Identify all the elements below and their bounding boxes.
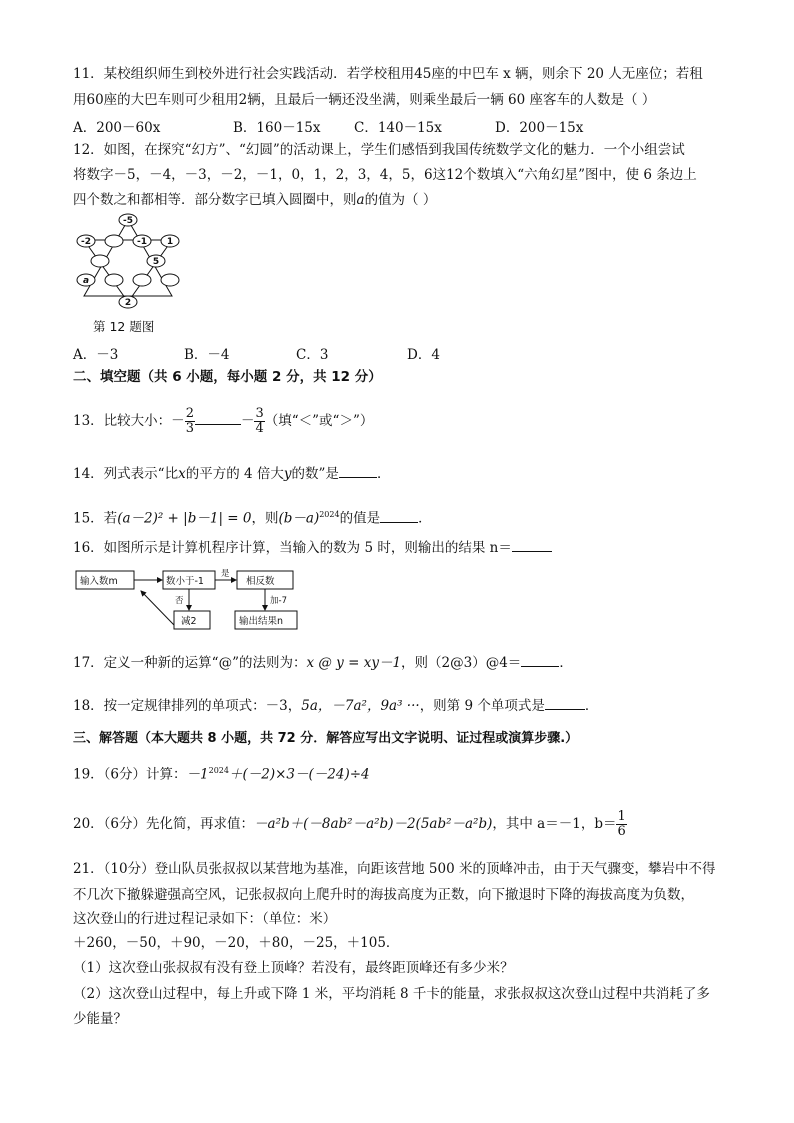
- q18-prefix: 18．按一定规律排列的单项式：－3，: [73, 698, 302, 714]
- q17-end: ．: [559, 655, 573, 671]
- q16-flowchart: [75, 567, 305, 633]
- q11-line-2: 用60座的大巴车则可少租用2辆，且最后一辆还没坐满，则乘坐最后一辆 60 座客车的人数是（ ）: [73, 92, 656, 108]
- q18-mid: ，则第 9 个单项式是: [419, 698, 545, 714]
- q19-rest: ＋(－2)×3－(－24)÷4: [228, 766, 370, 783]
- q15: [73, 506, 432, 528]
- q13-fraction-1: $\frac{2}{3}$: [185, 406, 194, 436]
- q21-line-1: 21．（10分）登山队员张叔叔以某营地为基准，向距该营地 500 米的顶峰冲击，由于天气骤变，攀岩中不得: [73, 861, 716, 877]
- flow-add-label: 加-7: [270, 596, 287, 606]
- q15-expression: (a－2)² + |b－1| = 0: [117, 510, 252, 527]
- q14-answer-blank[interactable]: [339, 465, 377, 478]
- flow-input-label: 输入数m: [80, 576, 118, 587]
- q12-line-3-end: 的值为（ ）: [364, 192, 437, 208]
- q14-end: ．: [376, 466, 391, 482]
- q20-expression: －a²b＋(－8ab²－a²b)－2(5ab²－a²b): [254, 816, 493, 832]
- q17-rule: x @ y = xy－1: [306, 655, 402, 671]
- q16-text: 16．如图所示是计算机程序计算，当输入的数为 5 时，则输出的结果 n＝: [73, 540, 512, 556]
- q13-fraction-2: $\frac{3}{4}$: [255, 406, 264, 436]
- section-2-heading: 二、填空题（共 6 小题，每小题 2 分，共 12 分）: [73, 369, 382, 385]
- label-left-top: -2: [81, 237, 91, 247]
- q12-option-c[interactable]: C．3: [296, 347, 329, 363]
- q12-var-a: a: [356, 192, 365, 208]
- q12-line-1: 12．如图，在探究“幻方”、“幻圆”的活动课上，学生们感悟到我国传统数学文化的魅力．一个小组尝试: [73, 142, 685, 158]
- q12-figure-caption: 第 12 题图: [93, 319, 155, 334]
- label-center-right: -1: [137, 237, 147, 247]
- q11-option-d[interactable]: D．200－15x: [495, 120, 584, 136]
- q15-expression-2: (b－a): [278, 510, 320, 527]
- q21-sub-2a: （2）这次登山过程中，每上升或下降 1 米，平均消耗 8 千卡的能量，求张叔叔这次登山过程中共消耗了多: [73, 986, 710, 1002]
- q13-suffix: （填“＜”或“＞”）: [264, 413, 374, 429]
- q11-option-c[interactable]: C．140－15x: [354, 120, 442, 136]
- q18: [73, 697, 598, 715]
- flow-no-label: 否: [175, 596, 184, 606]
- label-right-top: 1: [166, 237, 174, 247]
- label-right-mid: 5: [152, 257, 160, 267]
- q12-option-d[interactable]: D．4: [407, 347, 440, 363]
- q11-line-1: 11．某校组织师生到校外进行社会实践活动．若学校租用45座的中巴车 x 辆，则余下 20 人无座位；若租: [73, 66, 703, 82]
- q21-sub-1: （1）这次登山张叔叔有没有登上顶峰？若没有，最终距顶峰还有多少米？: [73, 960, 514, 976]
- q19-expression: －1: [186, 766, 209, 783]
- q21-line-2: 不几次下撤躲避强高空风，记张叔叔向上爬升时的海拔高度为正数，向下撤退时下降的海拔高度为负数，: [73, 887, 694, 903]
- q12-option-a[interactable]: A．－3: [73, 347, 119, 363]
- q21-sub-2b: 少能量？: [73, 1011, 127, 1027]
- q16: [73, 539, 552, 557]
- q15-mid: ，则: [251, 510, 279, 527]
- q14-mid: 的平方的 4 倍大: [185, 466, 284, 482]
- q12-line-3: [73, 191, 436, 209]
- q18-terms: 5a，－7a²，9a³ ···: [301, 698, 420, 714]
- flow-subtract-label: 减2: [181, 616, 197, 627]
- section-3-heading: 三、解答题（本大题共 8 小题，共 72 分．解答应写出文字说明、证过程或演算步骤.）: [73, 731, 579, 746]
- flow-output-label: 输出结果n: [239, 616, 284, 627]
- q19-exponent: 2024: [208, 766, 229, 775]
- q15-prefix: 15．若: [73, 510, 118, 527]
- q20-fraction-b: $\frac{1}{6}$: [617, 809, 626, 839]
- q15-answer-blank[interactable]: [380, 510, 418, 523]
- label-top: -5: [123, 216, 133, 226]
- q14-var-y: y: [283, 466, 292, 482]
- label-a: a: [82, 276, 90, 286]
- q15-exponent: 2024: [319, 510, 340, 519]
- q19-prefix: 19．（6分）计算：: [73, 766, 187, 783]
- q12-line-3-text: 四个数之和都相等．部分数字已填入圆圈中，则: [73, 192, 357, 208]
- q17-answer-blank[interactable]: [521, 654, 559, 667]
- q21-line-4: ＋260，－50，＋90，－20，＋80，－25，＋105．: [73, 935, 400, 951]
- q17-prefix: 17．定义一种新的运算“@”的法则为：: [73, 655, 307, 671]
- q21-line-3: 这次登山的行进过程记录如下：（单位：米）: [73, 911, 337, 927]
- label-bottom: 2: [124, 298, 132, 308]
- q13-prefix: 13．比较大小：－: [73, 413, 185, 429]
- q19: [73, 762, 370, 784]
- q14-prefix: 14．列式表示“比: [73, 466, 179, 482]
- flow-yes-label: 是: [221, 569, 230, 579]
- q14-var-x: x: [178, 466, 186, 482]
- q17-mid: ，则（2@3）@4＝: [401, 655, 522, 671]
- q16-answer-blank[interactable]: [512, 539, 552, 552]
- flow-check-label: 数小于-1: [166, 576, 204, 587]
- q20-prefix: 20．（6分）先化简，再求值：: [73, 816, 255, 832]
- flow-opposite-label: 相反数: [246, 576, 275, 587]
- q15-end: ．: [418, 510, 432, 527]
- q12-option-b[interactable]: B．－4: [184, 347, 230, 363]
- q13-mid: －: [240, 413, 255, 429]
- q13: [73, 399, 373, 443]
- q11-option-b[interactable]: B．160－15x: [233, 120, 321, 136]
- q13-answer-blank[interactable]: [195, 412, 241, 425]
- q11-option-a[interactable]: A．200－60x: [73, 120, 161, 136]
- q12-line-2: 将数字－5，－4，－3，－2，－1，0，1，2，3，4，5，6这12个数填入“六角幻星”图中，使 6 条边上: [73, 167, 697, 183]
- q14: [73, 465, 390, 483]
- q20: [73, 806, 627, 842]
- q15-suffix: 的值是: [339, 510, 381, 527]
- q18-answer-blank[interactable]: [545, 697, 585, 710]
- q18-end: ．: [584, 698, 599, 714]
- q17: [73, 654, 573, 672]
- q14-suffix: 的数”是: [291, 466, 339, 482]
- hexagram-figure: [72, 210, 190, 315]
- q20-condition: ，其中 a＝－1，b＝: [492, 816, 617, 832]
